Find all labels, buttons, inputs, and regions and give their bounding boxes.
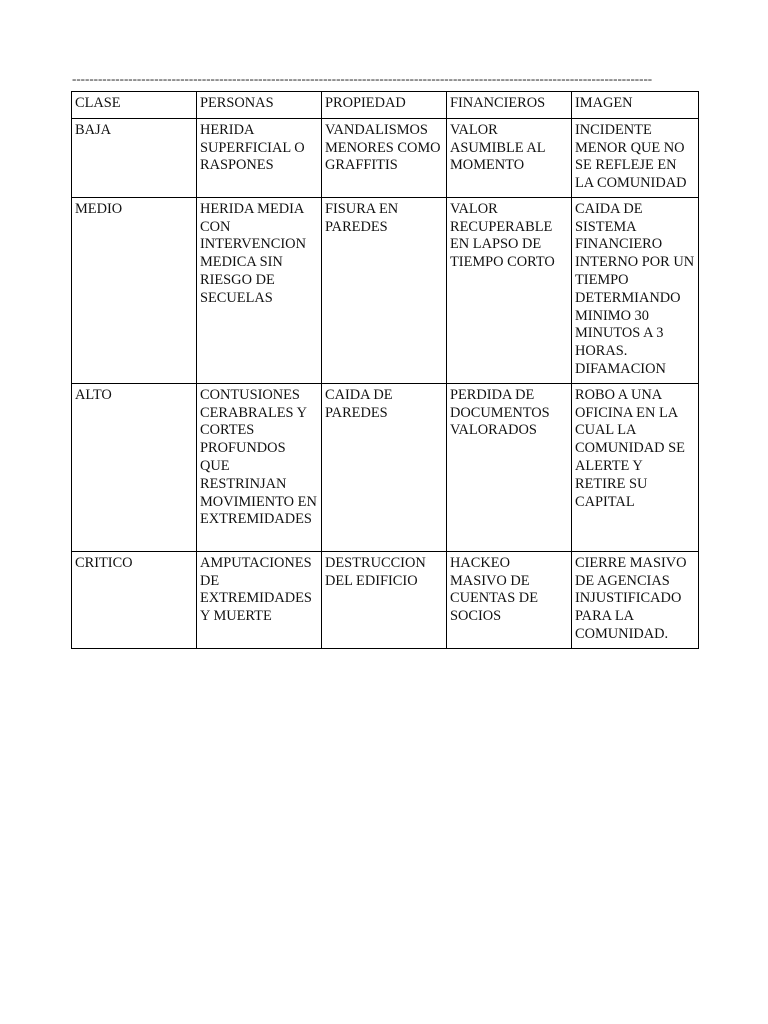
cell-propiedad: DESTRUCCION DEL EDIFICIO	[322, 551, 447, 648]
header-financieros: FINANCIEROS	[447, 92, 572, 119]
cell-propiedad: FISURA EN PAREDES	[322, 197, 447, 383]
cell-financieros: VALOR RECUPERABLE EN LAPSO DE TIEMPO CORTO	[447, 197, 572, 383]
header-clase: CLASE	[72, 92, 197, 119]
cell-financieros: PERDIDA DE DOCUMENTOS VALORADOS	[447, 383, 572, 551]
header-imagen: IMAGEN	[572, 92, 699, 119]
header-propiedad: PROPIEDAD	[322, 92, 447, 119]
separator-line: --------------------------------------------------------------------------------------------------------------------------------------	[72, 72, 653, 86]
cell-financieros: VALOR ASUMIBLE AL MOMENTO	[447, 118, 572, 197]
table-row	[72, 197, 699, 383]
cell-clase: BAJA	[72, 118, 197, 197]
table-row	[72, 383, 699, 551]
cell-propiedad: CAIDA DE PAREDES	[322, 383, 447, 551]
cell-financieros: HACKEO MASIVO DE CUENTAS DE SOCIOS	[447, 551, 572, 648]
cell-clase: MEDIO	[72, 197, 197, 383]
table-header-row	[72, 92, 699, 119]
cell-personas: CONTUSIONES CERABRALES Y CORTES PROFUNDOS QUE RESTRINJAN MOVIMIENTO EN EXTREMIDADES	[197, 383, 322, 551]
cell-propiedad: VANDALISMOS MENORES COMO GRAFFITIS	[322, 118, 447, 197]
header-personas: PERSONAS	[197, 92, 322, 119]
cell-clase: ALTO	[72, 383, 197, 551]
risk-classification-table	[71, 91, 699, 649]
table-row	[72, 118, 699, 197]
cell-personas: HERIDA SUPERFICIAL O RASPONES	[197, 118, 322, 197]
cell-personas: AMPUTACIONES DE EXTREMIDADES Y MUERTE	[197, 551, 322, 648]
table-row	[72, 551, 699, 648]
cell-imagen: CAIDA DE SISTEMA FINANCIERO INTERNO POR UN TIEMPO DETERMIANDO MINIMO 30 MINUTOS A 3 HORAS. DIFAMACION	[572, 197, 699, 383]
cell-imagen: ROBO A UNA OFICINA EN LA CUAL LA COMUNIDAD SE ALERTE Y RETIRE SU CAPITAL	[572, 383, 699, 551]
cell-personas: HERIDA MEDIA CON INTERVENCION MEDICA SIN RIESGO DE SECUELAS	[197, 197, 322, 383]
cell-imagen: CIERRE MASIVO DE AGENCIAS INJUSTIFICADO PARA LA COMUNIDAD.	[572, 551, 699, 648]
cell-imagen: INCIDENTE MENOR QUE NO SE REFLEJE EN LA COMUNIDAD	[572, 118, 699, 197]
cell-clase: CRITICO	[72, 551, 197, 648]
